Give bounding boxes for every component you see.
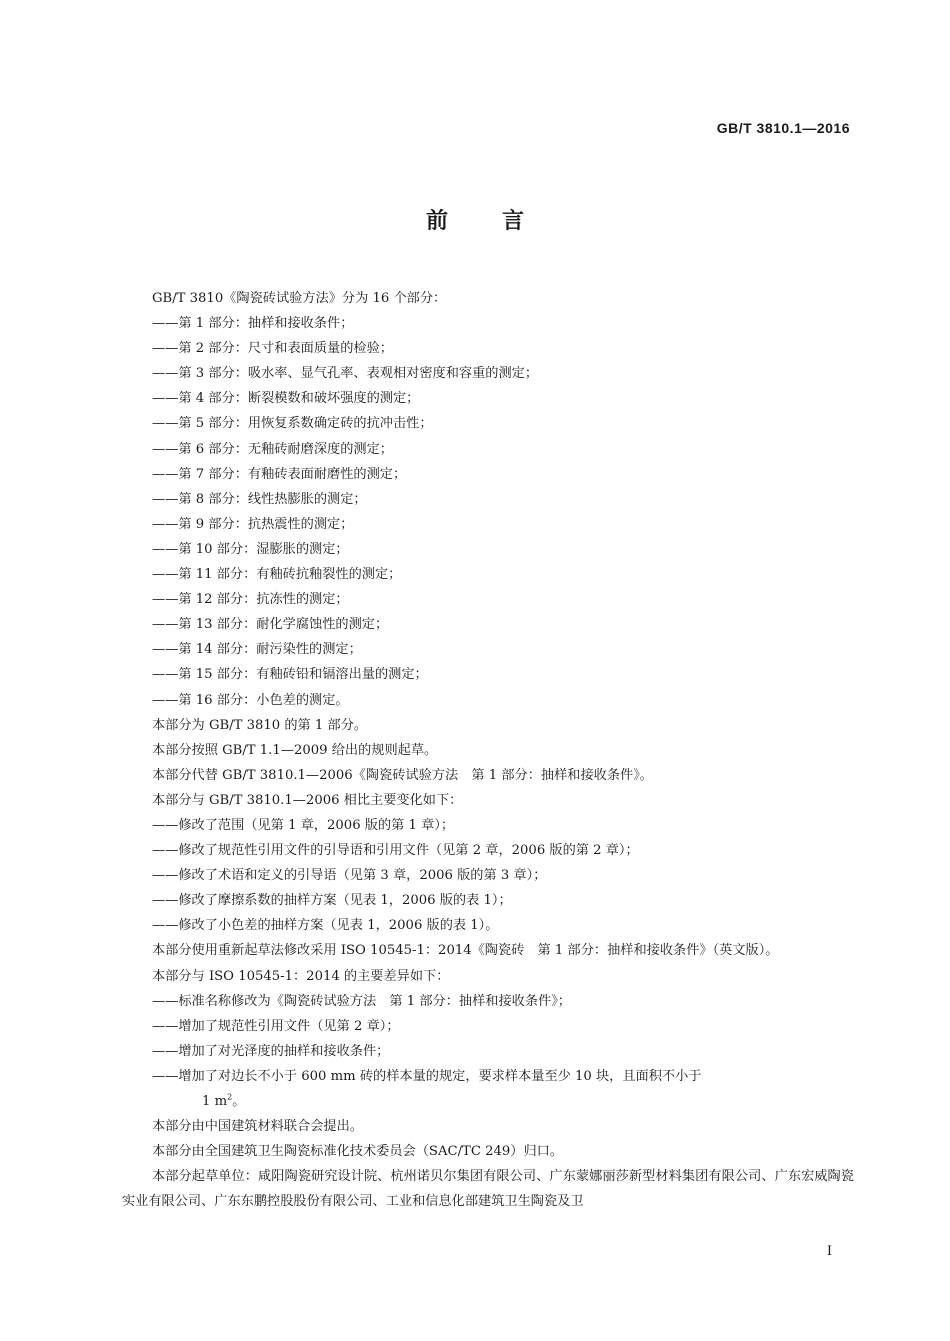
change-item: ——修改了范围（见第 1 章，2006 版的第 1 章）； xyxy=(152,817,455,833)
part-item: ——第 7 部分：有釉砖表面耐磨性的测定； xyxy=(152,466,407,482)
part-item: ——第 6 部分：无釉砖耐磨深度的测定； xyxy=(152,441,393,457)
diff-item: ——标准名称修改为《陶瓷砖试验方法 第 1 部分：抽样和接收条件》； xyxy=(152,993,571,1009)
part-item: ——第 5 部分：用恢复系数确定砖的抗冲击性； xyxy=(152,416,433,432)
intro-paragraph: GB/T 3810《陶瓷砖试验方法》分为 16 个部分： xyxy=(152,291,447,306)
part-item: ——第 16 部分：小色差的测定。 xyxy=(152,692,349,708)
part-item: ——第 4 部分：断裂模数和破坏强度的测定； xyxy=(152,391,420,407)
part-item: ——第 9 部分：抗热震性的测定； xyxy=(152,516,354,532)
part-item: ——第 13 部分：耐化学腐蚀性的测定； xyxy=(152,617,389,633)
adoption-paragraph: 本部分使用重新起草法修改采用 ISO 10545-1：2014《陶瓷砖 第 1 部分：抽样和接收条件》（英文版）。 xyxy=(152,943,779,959)
change-item: ——修改了术语和定义的引导语（见第 3 章，2006 版的第 3 章）； xyxy=(152,868,547,884)
part-item: ——第 10 部分：湿膨胀的测定； xyxy=(152,541,349,557)
diff-item: ——增加了对光泽度的抽样和接收条件； xyxy=(152,1043,390,1059)
area-end: 。 xyxy=(232,1094,246,1109)
area-exponent: 2 xyxy=(227,1092,233,1102)
page-title: 前言 xyxy=(425,208,578,234)
statement-paragraph: 本部分与 GB/T 3810.1—2006 相比主要变化如下： xyxy=(152,792,463,808)
diff-item: ——增加了对边长不小于 600 mm 砖的样本量的规定，要求样本量至少 10 块，且面积不小于 xyxy=(152,1068,702,1084)
document-body xyxy=(122,286,854,1214)
document-code: GB/T 3810.1—2016 xyxy=(716,120,850,136)
statement-paragraph: 本部分为 GB/T 3810 的第 1 部分。 xyxy=(152,717,368,733)
change-item: ——修改了规范性引用文件的引导语和引用文件（见第 2 章，2006 版的第 2 章）； xyxy=(152,843,639,859)
part-item: ——第 1 部分：抽样和接收条件； xyxy=(152,316,354,332)
statement-paragraph: 本部分按照 GB/T 1.1—2009 给出的规则起草。 xyxy=(152,742,438,758)
centralized-paragraph: 本部分由全国建筑卫生陶瓷标准化技术委员会（SAC/TC 249）归口。 xyxy=(152,1144,564,1160)
area-value: 1 m xyxy=(202,1094,228,1109)
change-item: ——修改了小色差的抽样方案（见表 1，2006 版的表 1）。 xyxy=(152,918,499,934)
part-item: ——第 14 部分：耐污染性的测定； xyxy=(152,642,362,658)
part-item: ——第 11 部分：有釉砖抗釉裂性的测定； xyxy=(152,567,402,583)
diff-intro-paragraph: 本部分与 ISO 10545-1：2014 的主要差异如下： xyxy=(152,968,450,984)
diff-item: ——增加了规范性引用文件（见第 2 章）； xyxy=(152,1018,400,1034)
drafters-paragraph: 本部分起草单位：咸阳陶瓷研究设计院、杭州诺贝尔集团有限公司、广东蒙娜丽莎新型材料集团有限公司、广东宏威陶瓷实业有限公司、广东东鹏控股股份有限公司、工业和信息化部建筑卫生陶瓷及卫 xyxy=(122,1169,854,1210)
part-item: ——第 12 部分：抗冻性的测定； xyxy=(152,592,349,608)
part-item: ——第 8 部分：线性热膨胀的测定； xyxy=(152,491,367,507)
part-item: ——第 3 部分：吸水率、显气孔率、表观相对密度和容重的测定； xyxy=(152,366,539,382)
part-item: ——第 15 部分：有釉砖铅和镉溶出量的测定； xyxy=(152,667,428,683)
proposed-paragraph: 本部分由中国建筑材料联合会提出。 xyxy=(152,1119,363,1135)
page-number: I xyxy=(826,1244,832,1259)
part-item: ——第 2 部分：尺寸和表面质量的检验； xyxy=(152,341,393,357)
statement-paragraph: 本部分代替 GB/T 3810.1—2006《陶瓷砖试验方法 第 1 部分：抽样和接收条件》。 xyxy=(152,767,653,783)
diff-item-continuation xyxy=(122,1089,854,1114)
change-item: ——修改了摩擦系数的抽样方案（见表 1，2006 版的表 1）； xyxy=(152,893,512,909)
